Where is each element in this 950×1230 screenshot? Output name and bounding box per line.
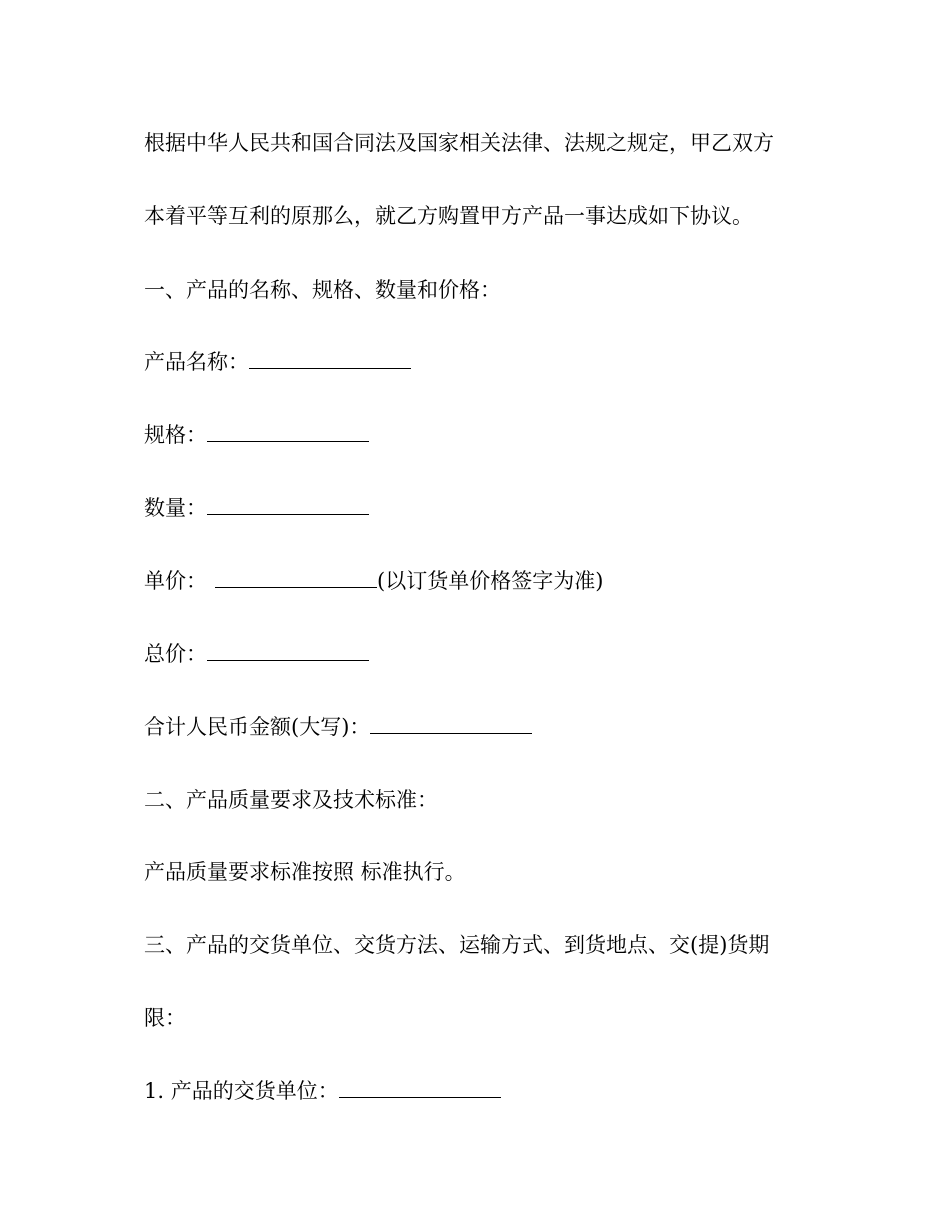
delivery-unit-label: 1. 产品的交货单位：: [144, 1079, 339, 1103]
section-2-heading: 二、产品质量要求及技术标准：: [144, 788, 438, 812]
total-price-field: [144, 640, 369, 668]
unit-price-label: 单价：: [144, 569, 207, 593]
section-1-heading: 一、产品的名称、规格、数量和价格：: [144, 278, 501, 302]
unit-price-blank[interactable]: [215, 569, 377, 588]
product-name-blank[interactable]: [249, 350, 411, 369]
total-rmb-label: 合计人民币金额(大写)：: [144, 715, 371, 739]
spec-blank[interactable]: [207, 423, 369, 442]
total-price-blank[interactable]: [207, 642, 369, 661]
quantity-field: [144, 494, 369, 522]
section-3-heading-line-1: 三、产品的交货单位、交货方法、运输方式、到货地点、交(提)货期: [144, 933, 770, 957]
unit-price-field: [144, 567, 603, 595]
total-rmb-blank[interactable]: [370, 715, 532, 734]
spec-field: [144, 421, 369, 449]
quality-standard-text: 产品质量要求标准按照 标准执行。: [144, 860, 466, 884]
total-rmb-field: [144, 713, 532, 741]
delivery-unit-field: [144, 1077, 501, 1105]
quantity-blank[interactable]: [207, 496, 369, 515]
quantity-label: 数量：: [144, 496, 207, 520]
intro-paragraph-line-2: 本着平等互利的原那么，就乙方购置甲方产品一事达成如下协议。: [144, 204, 753, 228]
total-price-label: 总价：: [144, 642, 207, 666]
unit-price-note: (以订货单价格签字为准): [377, 569, 604, 593]
product-name-label: 产品名称：: [144, 350, 249, 374]
section-3-heading-line-2: 限：: [144, 1006, 186, 1030]
product-name-field: [144, 348, 411, 376]
delivery-unit-blank[interactable]: [339, 1079, 501, 1098]
spec-label: 规格：: [144, 423, 207, 447]
intro-paragraph-line-1: 根据中华人民共和国合同法及国家相关法律、法规之规定，甲乙双方: [144, 131, 774, 155]
